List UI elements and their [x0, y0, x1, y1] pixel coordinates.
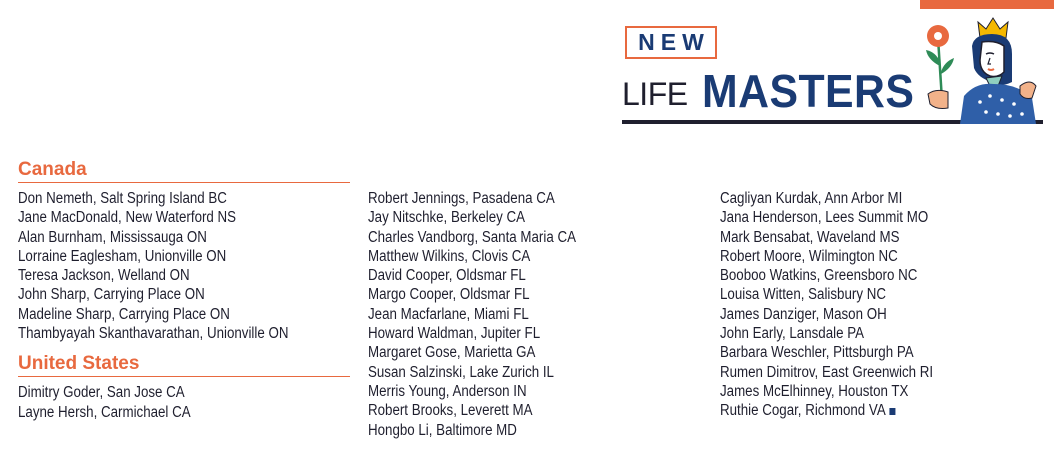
list-item: Robert Jennings, Pasadena CA: [368, 190, 555, 207]
list-item: John Sharp, Carrying Place ON: [18, 286, 205, 304]
end-square-icon: [889, 408, 895, 415]
list-item: Dimitry Goder, San Jose CA: [18, 384, 185, 402]
list-item: Hongbo Li, Baltimore MD: [368, 421, 517, 439]
list-item: Mark Bensabat, Waveland MS: [720, 228, 900, 246]
list-item: Robert Brooks, Leverett MA: [368, 402, 533, 420]
list-item: Margo Cooper, Oldsmar FL: [368, 286, 530, 304]
masters-label: MASTERS: [702, 65, 915, 117]
canada-list: [18, 189, 350, 343]
united-states-list-col3: [720, 189, 1050, 421]
list-item: Jay Nitschke, Berkeley CA: [368, 209, 526, 227]
list-item: Howard Waldman, Jupiter FL: [368, 325, 541, 343]
list-item: Teresa Jackson, Welland ON: [18, 267, 190, 285]
list-item: James McElhinney, Houston TX: [720, 382, 909, 400]
section-title-canada: Canada: [18, 158, 350, 183]
list-item: David Cooper, Oldsmar FL: [368, 267, 526, 285]
list-item-text: Ruthie Cogar, Richmond VA: [720, 402, 886, 420]
list-item: Louisa Witten, Salisbury NC: [720, 286, 886, 304]
united-states-list-col2: [368, 189, 698, 440]
list-item: Barbara Weschler, Pittsburgh PA: [720, 344, 914, 362]
column-2: [368, 189, 698, 440]
list-item: Merris Young, Anderson IN: [368, 382, 527, 400]
list-item: Jane MacDonald, New Waterford NS: [18, 209, 237, 227]
united-states-list-col1: [18, 383, 350, 422]
column-1: [18, 158, 350, 422]
new-label: NEW: [625, 26, 717, 59]
list-item: Rumen Dimitrov, East Greenwich RI: [720, 363, 934, 381]
page-header: [622, 26, 1054, 126]
list-item: Alan Burnham, Mississauga ON: [18, 228, 207, 246]
list-item: Susan Salzinski, Lake Zurich IL: [368, 363, 554, 381]
list-item: Jana Henderson, Lees Summit MO: [720, 209, 929, 227]
list-item: Robert Moore, Wilmington NC: [720, 247, 898, 265]
life-label: LIFE: [622, 76, 688, 112]
list-item: Lorraine Eaglesham, Unionville ON: [18, 247, 227, 265]
list-item: Madeline Sharp, Carrying Place ON: [18, 305, 230, 323]
list-item: Layne Hersh, Carmichael CA: [18, 403, 191, 421]
queen-card-icon: [920, 16, 1046, 124]
list-item: Thambyayah Skanthavarathan, Unionville ON: [18, 325, 289, 343]
list-item-last: [720, 401, 1004, 420]
list-item: Booboo Watkins, Greensboro NC: [720, 267, 918, 285]
list-item: James Danziger, Mason OH: [720, 305, 887, 323]
list-item: Cagliyan Kurdak, Ann Arbor MI: [720, 190, 903, 207]
list-item: Jean Macfarlane, Miami FL: [368, 305, 529, 323]
list-item: Matthew Wilkins, Clovis CA: [368, 247, 531, 265]
top-accent-bar: [920, 0, 1054, 9]
section-title-united-states: United States: [18, 352, 350, 377]
list-item: Margaret Gose, Marietta GA: [368, 344, 536, 362]
column-3: [720, 189, 1050, 421]
list-item: John Early, Lansdale PA: [720, 325, 865, 343]
list-item: Don Nemeth, Salt Spring Island BC: [18, 190, 227, 207]
list-item: Charles Vandborg, Santa Maria CA: [368, 228, 576, 246]
